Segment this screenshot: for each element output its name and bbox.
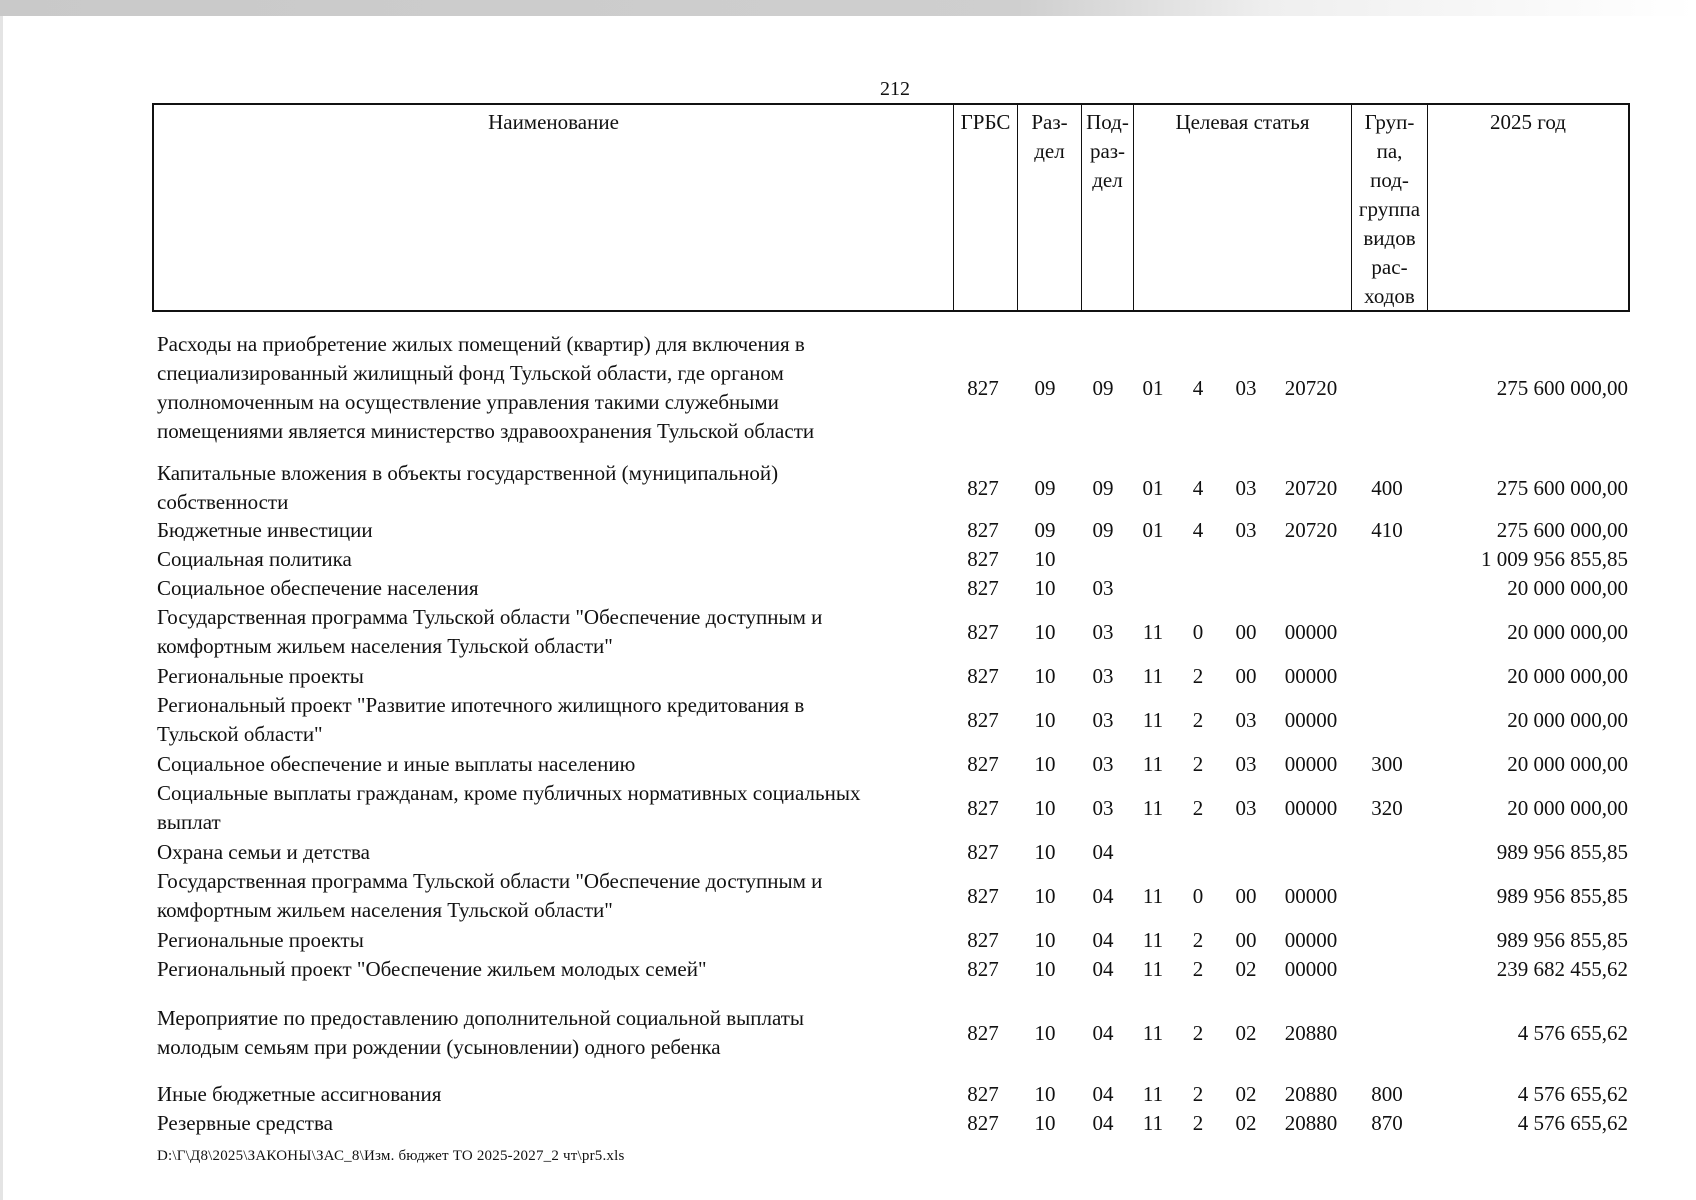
row-name-line: Капитальные вложения в объекты государственной (муниципальной) bbox=[157, 461, 779, 485]
cell-amount-2025: 4 576 655,62 bbox=[1517, 1111, 1628, 1135]
row-name-line: уполномоченным на осуществление управления такими служебными bbox=[157, 390, 779, 414]
cell-grbs: 827 bbox=[967, 475, 999, 500]
row-name-line: выплат bbox=[157, 810, 221, 834]
cell-cs-program: 11 bbox=[1142, 928, 1164, 952]
cell-vr: 800 bbox=[1371, 1082, 1403, 1106]
row-name bbox=[157, 330, 947, 446]
row-name-line: Резервные средства bbox=[157, 1111, 333, 1135]
row-name bbox=[157, 603, 947, 661]
cell-cs-direction: 00000 bbox=[1284, 795, 1338, 820]
cell-cs-direction: 00000 bbox=[1284, 928, 1338, 952]
cell-cs-direction: 20720 bbox=[1284, 475, 1338, 500]
cell-cs-type: 0 bbox=[1192, 883, 1204, 908]
cell-podrazdel: 03 bbox=[1092, 619, 1114, 644]
cell-cs-type: 2 bbox=[1192, 752, 1204, 776]
row-name-line: Государственная программа Тульской области "Обеспечение доступным и bbox=[157, 869, 823, 893]
cell-cs-direction: 20720 bbox=[1284, 518, 1338, 542]
cell-podrazdel: 03 bbox=[1092, 664, 1114, 688]
cell-grbs: 827 bbox=[967, 752, 999, 776]
row-name-line: помещениями является министерство здравоохранения Тульской области bbox=[157, 419, 815, 443]
cell-amount-2025: 239 682 455,62 bbox=[1496, 957, 1628, 981]
cell-grbs: 827 bbox=[967, 1111, 999, 1135]
cell-cs-structure: 00 bbox=[1235, 664, 1257, 688]
cell-razdel: 10 bbox=[1034, 707, 1056, 732]
row-name bbox=[157, 1004, 947, 1062]
file-path-footer: D:\Г\Д8\2025\ЗАКОНЫ\ЗАС_8\Изм. бюджет ТО 2025-2027_2 чт\pr5.xls bbox=[157, 1148, 625, 1164]
cell-podrazdel: 03 bbox=[1092, 752, 1114, 776]
scan-top-shadow bbox=[0, 0, 1696, 16]
cell-cs-type: 2 bbox=[1192, 664, 1204, 688]
cell-razdel: 10 bbox=[1034, 1111, 1056, 1135]
row-name-line: Социальные выплаты гражданам, кроме публичных нормативных социальных bbox=[157, 781, 861, 805]
cell-razdel: 10 bbox=[1034, 1020, 1056, 1045]
cell-razdel: 10 bbox=[1034, 547, 1056, 571]
row-name bbox=[157, 779, 947, 837]
cell-podrazdel: 09 bbox=[1092, 375, 1114, 400]
cell-podrazdel: 09 bbox=[1092, 475, 1114, 500]
cell-amount-2025: 20 000 000,00 bbox=[1507, 752, 1628, 776]
cell-cs-direction: 00000 bbox=[1284, 707, 1338, 732]
cell-cs-program: 11 bbox=[1142, 664, 1164, 688]
cell-cs-direction: 20720 bbox=[1284, 375, 1338, 400]
row-name bbox=[157, 955, 947, 984]
cell-grbs: 827 bbox=[967, 664, 999, 688]
header-grbs: ГРБС bbox=[953, 105, 1017, 310]
cell-cs-type: 2 bbox=[1192, 957, 1204, 981]
cell-razdel: 09 bbox=[1034, 475, 1056, 500]
table-header bbox=[152, 103, 1630, 312]
row-name-line: собственности bbox=[157, 490, 289, 514]
cell-cs-type: 4 bbox=[1192, 518, 1204, 542]
cell-grbs: 827 bbox=[967, 576, 999, 600]
cell-amount-2025: 20 000 000,00 bbox=[1507, 707, 1628, 732]
cell-cs-type: 2 bbox=[1192, 928, 1204, 952]
row-name-line: Расходы на приобретение жилых помещений (квартир) для включения в bbox=[157, 332, 805, 356]
cell-cs-type: 2 bbox=[1192, 795, 1204, 820]
row-name-line: Региональный проект "Развитие ипотечного жилищного кредитования в bbox=[157, 693, 805, 717]
cell-razdel: 10 bbox=[1034, 957, 1056, 981]
cell-vr: 870 bbox=[1371, 1111, 1403, 1135]
row-name-line: Государственная программа Тульской области "Обеспечение доступным и bbox=[157, 605, 823, 629]
cell-cs-direction: 00000 bbox=[1284, 883, 1338, 908]
cell-podrazdel: 09 bbox=[1092, 518, 1114, 542]
cell-razdel: 10 bbox=[1034, 928, 1056, 952]
row-name bbox=[157, 516, 947, 545]
cell-amount-2025: 20 000 000,00 bbox=[1507, 619, 1628, 644]
cell-cs-direction: 20880 bbox=[1284, 1111, 1338, 1135]
row-name bbox=[157, 1080, 947, 1109]
cell-cs-direction: 00000 bbox=[1284, 664, 1338, 688]
row-name-line: специализированный жилищный фонд Тульской области, где органом bbox=[157, 361, 784, 385]
row-name-line: молодым семьям при рождении (усыновлении) одного ребенка bbox=[157, 1035, 721, 1059]
cell-grbs: 827 bbox=[967, 1020, 999, 1045]
cell-cs-program: 01 bbox=[1142, 518, 1164, 542]
cell-grbs: 827 bbox=[967, 707, 999, 732]
scan-left-edge bbox=[0, 16, 3, 1200]
cell-podrazdel: 03 bbox=[1092, 707, 1114, 732]
cell-grbs: 827 bbox=[967, 1082, 999, 1106]
cell-cs-structure: 00 bbox=[1235, 619, 1257, 644]
cell-cs-structure: 00 bbox=[1235, 928, 1257, 952]
cell-cs-type: 0 bbox=[1192, 619, 1204, 644]
cell-grbs: 827 bbox=[967, 547, 999, 571]
cell-cs-program: 11 bbox=[1142, 752, 1164, 776]
cell-podrazdel: 04 bbox=[1092, 928, 1114, 952]
header-gruppa-vidov-rashodov: Груп- па, под- группа видов рас- ходов bbox=[1351, 105, 1427, 310]
cell-cs-program: 11 bbox=[1142, 795, 1164, 820]
row-name bbox=[157, 750, 947, 779]
row-name-line: комфортным жильем населения Тульской области" bbox=[157, 898, 613, 922]
cell-cs-program: 11 bbox=[1142, 1111, 1164, 1135]
row-name-line: Мероприятие по предоставлению дополнительной социальной выплаты bbox=[157, 1006, 805, 1030]
cell-grbs: 827 bbox=[967, 795, 999, 820]
cell-cs-type: 4 bbox=[1192, 375, 1204, 400]
cell-cs-structure: 02 bbox=[1235, 1082, 1257, 1106]
row-name bbox=[157, 545, 947, 574]
cell-amount-2025: 20 000 000,00 bbox=[1507, 795, 1628, 820]
cell-amount-2025: 989 956 855,85 bbox=[1496, 883, 1628, 908]
cell-podrazdel: 03 bbox=[1092, 576, 1114, 600]
row-name-line: Региональный проект "Обеспечение жильем молодых семей" bbox=[157, 957, 707, 981]
cell-cs-program: 11 bbox=[1142, 707, 1164, 732]
cell-cs-direction: 00000 bbox=[1284, 619, 1338, 644]
cell-podrazdel: 04 bbox=[1092, 883, 1114, 908]
cell-podrazdel: 04 bbox=[1092, 840, 1114, 864]
cell-cs-program: 11 bbox=[1142, 1020, 1164, 1045]
cell-cs-program: 11 bbox=[1142, 1082, 1164, 1106]
cell-cs-direction: 20880 bbox=[1284, 1020, 1338, 1045]
cell-razdel: 10 bbox=[1034, 752, 1056, 776]
cell-razdel: 09 bbox=[1034, 375, 1056, 400]
cell-amount-2025: 275 600 000,00 bbox=[1496, 475, 1628, 500]
header-podrazdel: Под- раз- дел bbox=[1081, 105, 1133, 310]
cell-amount-2025: 989 956 855,85 bbox=[1496, 928, 1628, 952]
cell-cs-structure: 03 bbox=[1235, 707, 1257, 732]
header-year: 2025 год bbox=[1427, 105, 1628, 310]
cell-cs-structure: 03 bbox=[1235, 795, 1257, 820]
cell-grbs: 827 bbox=[967, 928, 999, 952]
cell-grbs: 827 bbox=[967, 518, 999, 542]
cell-cs-structure: 03 bbox=[1235, 475, 1257, 500]
cell-cs-structure: 03 bbox=[1235, 375, 1257, 400]
cell-vr: 400 bbox=[1371, 475, 1403, 500]
cell-cs-program: 11 bbox=[1142, 957, 1164, 981]
cell-grbs: 827 bbox=[967, 957, 999, 981]
cell-vr: 410 bbox=[1371, 518, 1403, 542]
page-number: 212 bbox=[880, 78, 910, 100]
cell-cs-direction: 00000 bbox=[1284, 957, 1338, 981]
cell-cs-structure: 03 bbox=[1235, 752, 1257, 776]
cell-cs-type: 2 bbox=[1192, 1020, 1204, 1045]
cell-razdel: 10 bbox=[1034, 840, 1056, 864]
cell-amount-2025: 275 600 000,00 bbox=[1496, 375, 1628, 400]
cell-amount-2025: 4 576 655,62 bbox=[1517, 1020, 1628, 1045]
cell-amount-2025: 4 576 655,62 bbox=[1517, 1082, 1628, 1106]
cell-cs-structure: 00 bbox=[1235, 883, 1257, 908]
cell-amount-2025: 20 000 000,00 bbox=[1507, 664, 1628, 688]
cell-podrazdel: 04 bbox=[1092, 1111, 1114, 1135]
cell-cs-type: 2 bbox=[1192, 707, 1204, 732]
cell-cs-program: 11 bbox=[1142, 883, 1164, 908]
cell-grbs: 827 bbox=[967, 840, 999, 864]
cell-podrazdel: 04 bbox=[1092, 1082, 1114, 1106]
cell-vr: 320 bbox=[1371, 795, 1403, 820]
cell-razdel: 09 bbox=[1034, 518, 1056, 542]
row-name bbox=[157, 838, 947, 867]
cell-podrazdel: 03 bbox=[1092, 795, 1114, 820]
row-name-line: Региональные проекты bbox=[157, 928, 364, 952]
row-name-line: Иные бюджетные ассигнования bbox=[157, 1082, 442, 1106]
row-name-line: Тульской области" bbox=[157, 722, 323, 746]
cell-cs-program: 01 bbox=[1142, 475, 1164, 500]
row-name-line: Социальная политика bbox=[157, 547, 352, 571]
row-name bbox=[157, 867, 947, 925]
cell-cs-direction: 00000 bbox=[1284, 752, 1338, 776]
cell-amount-2025: 20 000 000,00 bbox=[1507, 576, 1628, 600]
cell-razdel: 10 bbox=[1034, 795, 1056, 820]
cell-amount-2025: 1 009 956 855,85 bbox=[1481, 547, 1628, 571]
cell-podrazdel: 04 bbox=[1092, 1020, 1114, 1045]
cell-amount-2025: 275 600 000,00 bbox=[1496, 518, 1628, 542]
row-name bbox=[157, 574, 947, 603]
row-name-line: Региональные проекты bbox=[157, 664, 364, 688]
row-name bbox=[157, 1109, 947, 1138]
row-name-line: комфортным жильем населения Тульской области" bbox=[157, 634, 613, 658]
header-name: Наименование bbox=[488, 110, 619, 134]
row-name bbox=[157, 926, 947, 955]
row-name-line: Социальное обеспечение и иные выплаты населению bbox=[157, 752, 636, 776]
cell-cs-structure: 02 bbox=[1235, 1020, 1257, 1045]
row-name-line: Охрана семьи и детства bbox=[157, 840, 370, 864]
row-name bbox=[157, 459, 947, 517]
cell-razdel: 10 bbox=[1034, 1082, 1056, 1106]
cell-cs-type: 4 bbox=[1192, 475, 1204, 500]
cell-amount-2025: 989 956 855,85 bbox=[1496, 840, 1628, 864]
cell-vr: 300 bbox=[1371, 752, 1403, 776]
row-name bbox=[157, 691, 947, 749]
cell-grbs: 827 bbox=[967, 375, 999, 400]
cell-razdel: 10 bbox=[1034, 664, 1056, 688]
cell-podrazdel: 04 bbox=[1092, 957, 1114, 981]
cell-cs-direction: 20880 bbox=[1284, 1082, 1338, 1106]
cell-cs-structure: 03 bbox=[1235, 518, 1257, 542]
row-name bbox=[157, 662, 947, 691]
header-celevaya-statya: Целевая статья bbox=[1133, 105, 1351, 310]
cell-cs-structure: 02 bbox=[1235, 957, 1257, 981]
cell-grbs: 827 bbox=[967, 619, 999, 644]
header-razdel: Раз- дел bbox=[1017, 105, 1081, 310]
cell-razdel: 10 bbox=[1034, 619, 1056, 644]
cell-razdel: 10 bbox=[1034, 883, 1056, 908]
row-name-line: Бюджетные инвестиции bbox=[157, 518, 373, 542]
cell-cs-structure: 02 bbox=[1235, 1111, 1257, 1135]
cell-razdel: 10 bbox=[1034, 576, 1056, 600]
cell-cs-type: 2 bbox=[1192, 1082, 1204, 1106]
cell-cs-program: 01 bbox=[1142, 375, 1164, 400]
cell-grbs: 827 bbox=[967, 883, 999, 908]
cell-cs-type: 2 bbox=[1192, 1111, 1204, 1135]
row-name-line: Социальное обеспечение населения bbox=[157, 576, 479, 600]
cell-cs-program: 11 bbox=[1142, 619, 1164, 644]
